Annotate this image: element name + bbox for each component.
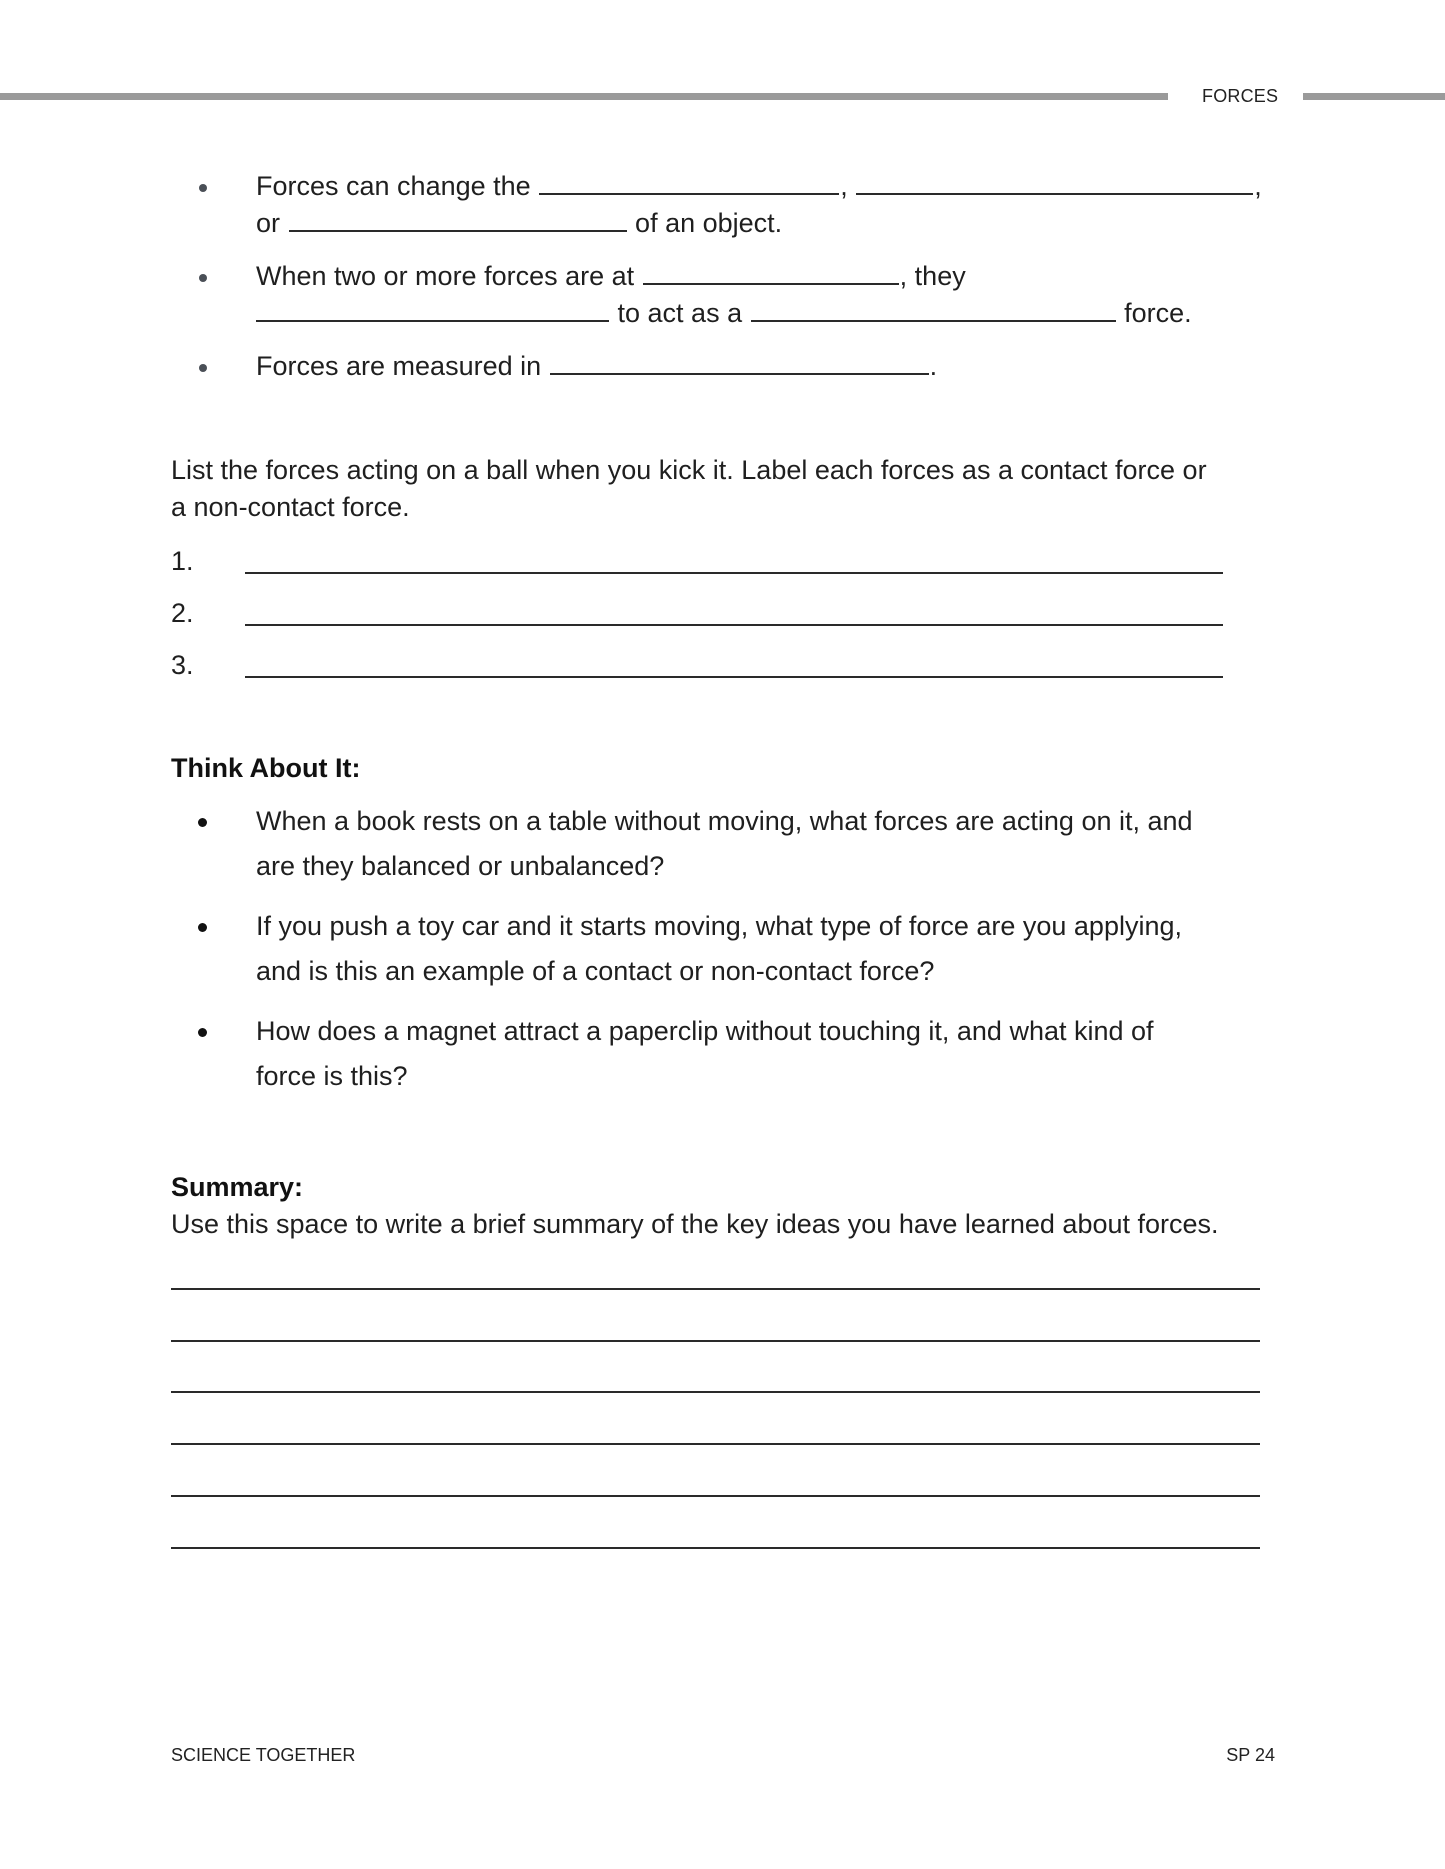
summary-instruction: Use this space to write a brief summary of the key ideas you have learned about forces. — [171, 1209, 1219, 1239]
answer-blank[interactable] — [539, 171, 839, 195]
list-item-number: 2. — [171, 598, 194, 628]
think-about-it-heading: Think About It: — [171, 753, 361, 783]
footer-publication-title: SCIENCE TOGETHER — [171, 1745, 356, 1765]
list-item-number: 1. — [171, 546, 194, 576]
header-rule-left — [0, 93, 1168, 100]
summary-heading: Summary: — [171, 1172, 304, 1202]
summary-writing-line[interactable] — [171, 1288, 1260, 1290]
punctuation: , — [840, 171, 848, 201]
punctuation: , — [1254, 171, 1262, 201]
statement-text: of an object. — [635, 208, 783, 238]
list-answer-line[interactable] — [245, 572, 1223, 574]
list-prompt-line-2: a non-contact force. — [171, 492, 410, 522]
fill-in-statement-2-line-1 — [256, 258, 966, 295]
statement-text: to act as a — [617, 298, 743, 328]
answer-blank[interactable] — [751, 298, 1116, 322]
answer-blank[interactable] — [550, 351, 929, 375]
list-answer-line[interactable] — [245, 624, 1223, 626]
bullet-icon — [199, 364, 207, 372]
fill-in-statement-2-line-2 — [256, 295, 1192, 332]
statement-text: or — [256, 208, 281, 238]
footer-page-number: SP 24 — [1226, 1745, 1275, 1765]
fill-in-statement-3 — [256, 348, 937, 385]
summary-writing-line[interactable] — [171, 1340, 1260, 1342]
list-item-number: 3. — [171, 650, 194, 680]
answer-blank[interactable] — [256, 298, 609, 322]
bullet-icon — [199, 184, 207, 192]
question-1-line-2: are they balanced or unbalanced? — [256, 851, 665, 881]
summary-writing-line[interactable] — [171, 1443, 1260, 1445]
bullet-icon — [198, 1028, 207, 1037]
statement-text: When two or more forces are at — [256, 261, 635, 291]
question-2-line-1: If you push a toy car and it starts moving, what type of force are you applying, — [256, 911, 1182, 941]
fill-in-statement-1-line-2 — [256, 205, 782, 242]
statement-text: force. — [1124, 298, 1192, 328]
list-prompt-line-1: List the forces acting on a ball when you kick it. Label each forces as a contact force or — [171, 455, 1207, 485]
summary-writing-line[interactable] — [171, 1391, 1260, 1393]
question-1-line-1: When a book rests on a table without moving, what forces are acting on it, and — [256, 806, 1193, 836]
running-head: FORCES — [1202, 86, 1279, 106]
question-3-line-1: How does a magnet attract a paperclip without touching it, and what kind of — [256, 1016, 1154, 1046]
summary-writing-line[interactable] — [171, 1495, 1260, 1497]
bullet-icon — [198, 818, 207, 827]
question-3-line-2: force is this? — [256, 1061, 408, 1091]
answer-blank[interactable] — [856, 171, 1253, 195]
statement-text: Forces are measured in — [256, 351, 542, 381]
bullet-icon — [198, 923, 207, 932]
list-answer-line[interactable] — [245, 676, 1223, 678]
punctuation: . — [929, 351, 938, 381]
answer-blank[interactable] — [643, 261, 899, 285]
summary-writing-line[interactable] — [171, 1547, 1260, 1549]
bullet-icon — [199, 274, 207, 282]
header-rule-right — [1303, 93, 1445, 100]
statement-text: , they — [899, 261, 966, 291]
statement-text: Forces can change the — [256, 171, 531, 201]
answer-blank[interactable] — [289, 208, 627, 232]
fill-in-statement-1-line-1 — [256, 168, 1262, 205]
question-2-line-2: and is this an example of a contact or non-contact force? — [256, 956, 935, 986]
